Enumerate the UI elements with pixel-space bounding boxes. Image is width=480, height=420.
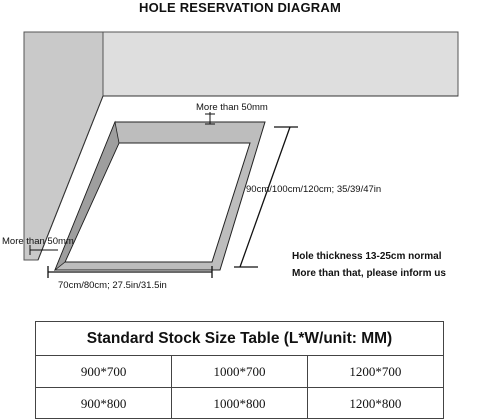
left-margin-label: More than 50mm	[2, 236, 74, 247]
table-cell: 900*700	[36, 356, 172, 388]
table-row	[36, 356, 443, 388]
table-cell: 900*800	[36, 388, 172, 420]
stock-size-table	[35, 321, 444, 419]
table-title: Standard Stock Size Table (L*W/unit: MM)	[36, 322, 443, 356]
table-cell: 1200*700	[307, 356, 443, 388]
table-row	[36, 388, 443, 420]
table-cell: 1000*800	[172, 388, 308, 420]
table-cell: 1000*700	[172, 356, 308, 388]
table-cell: 1200*800	[349, 395, 402, 411]
thickness-note-line2: More than that, please inform us	[292, 268, 446, 279]
ceiling-band	[103, 32, 458, 96]
width-label: 70cm/80cm; 27.5in/31.5in	[58, 280, 167, 291]
size-grid	[36, 356, 443, 419]
length-label: 90cm/100cm/120cm; 35/39/47in	[246, 184, 382, 195]
top-margin-label: More than 50mm	[196, 102, 268, 113]
thickness-note-line1: Hole thickness 13-25cm normal	[292, 251, 442, 262]
diagram-title: HOLE RESERVATION DIAGRAM	[139, 0, 341, 15]
